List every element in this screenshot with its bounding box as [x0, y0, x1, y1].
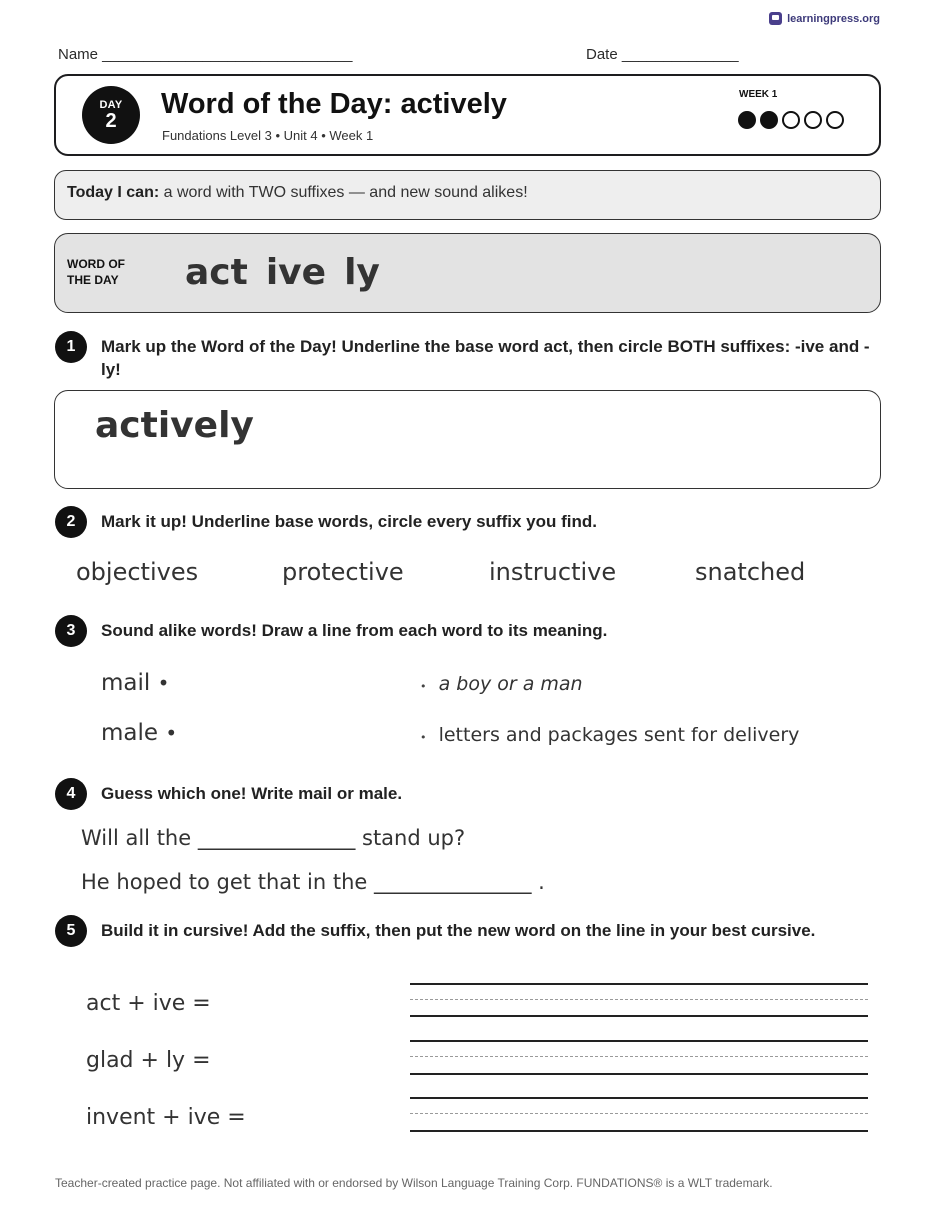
- question-5-number: 5: [55, 915, 87, 947]
- week-label: WEEK 1: [739, 89, 778, 100]
- writing-mid-line: [410, 1056, 868, 1057]
- brand-name: learningpress.org: [787, 12, 880, 25]
- match-meaning: a boy or a man: [438, 673, 583, 695]
- writing-top-line: [410, 1040, 868, 1042]
- name-field: Name ______________________________: [58, 46, 353, 63]
- fill-in-sentence[interactable]: He hoped to get that in the _______________ .: [81, 870, 545, 894]
- question-3-text: Sound alike words! Draw a line from each word to its meaning.: [101, 621, 608, 640]
- match-word: male: [101, 720, 159, 746]
- day-label: DAY: [99, 99, 123, 111]
- question-1-number: 1: [55, 331, 87, 363]
- suffix-word[interactable]: instructive: [489, 558, 617, 586]
- day-number: 2: [105, 110, 117, 132]
- question-2-number: 2: [55, 506, 87, 538]
- question-4-text: Guess which one! Write mail or male.: [101, 784, 403, 803]
- page-title: Word of the Day: actively: [161, 88, 507, 120]
- writing-base-line[interactable]: [410, 1015, 868, 1017]
- question-1-answer-box[interactable]: [54, 390, 881, 489]
- cursive-equation: invent + ive =: [86, 1105, 246, 1130]
- match-meaning-row: [420, 673, 583, 695]
- page-subtitle: Fundations Level 3 • Unit 4 • Week 1: [162, 128, 374, 143]
- writing-base-line[interactable]: [410, 1130, 868, 1132]
- question-5-text: Build it in cursive! Add the suffix, then put the new word on the line in your best cursive.: [101, 921, 816, 940]
- match-dot-right[interactable]: •: [420, 680, 427, 693]
- match-word-row: [101, 720, 177, 746]
- writing-mid-line: [410, 1113, 868, 1114]
- progress-dot: [760, 111, 778, 129]
- word-part-suffix-2: ly: [344, 252, 380, 293]
- word-part-base: act: [185, 252, 248, 293]
- match-word: mail: [101, 670, 151, 696]
- cursive-equation: act + ive =: [86, 991, 211, 1016]
- header-card: [54, 74, 881, 156]
- suffix-word[interactable]: snatched: [695, 558, 806, 586]
- cursive-equation: glad + ly =: [86, 1048, 211, 1073]
- week-progress: [738, 111, 844, 129]
- question-3-number: 3: [55, 615, 87, 647]
- match-meaning: letters and packages sent for delivery: [438, 724, 800, 746]
- brand-logo-icon: [769, 12, 782, 25]
- suffix-word[interactable]: objectives: [76, 558, 199, 586]
- word-of-day-label-line1: WORD OF: [67, 257, 125, 271]
- fill-in-sentence[interactable]: Will all the _______________ stand up?: [81, 826, 466, 850]
- question-2-text: Mark it up! Underline base words, circle every suffix you find.: [101, 512, 597, 531]
- match-meaning-row: [420, 724, 799, 746]
- word-parts: [185, 252, 398, 293]
- goal-text: a word with TWO suffixes — and new sound alikes!: [159, 184, 528, 201]
- match-dot-left[interactable]: •: [165, 721, 178, 745]
- word-of-day-box: [54, 233, 881, 313]
- question-1-word: actively: [95, 405, 254, 446]
- progress-dot: [826, 111, 844, 129]
- suffix-word[interactable]: protective: [282, 558, 404, 586]
- day-badge: [82, 86, 140, 144]
- match-dot-right[interactable]: •: [420, 731, 427, 744]
- writing-mid-line: [410, 999, 868, 1000]
- word-part-suffix-1: ive: [265, 252, 327, 293]
- footer-disclaimer: Teacher-created practice page. Not affiliated with or endorsed by Wilson Language Training Corp. FUNDATIONS® is a WLT trademark.: [55, 1176, 773, 1190]
- word-of-day-label-line2: THE DAY: [67, 273, 119, 287]
- goal-box: [54, 170, 881, 220]
- progress-dot: [782, 111, 800, 129]
- progress-dot: [738, 111, 756, 129]
- brand-link[interactable]: [769, 12, 880, 25]
- date-field: Date ______________: [586, 46, 739, 63]
- word-of-day-label: [67, 256, 125, 288]
- goal-lead: Today I can:: [67, 184, 160, 201]
- question-4-number: 4: [55, 778, 87, 810]
- match-dot-left[interactable]: •: [157, 671, 170, 695]
- question-1-text: Mark up the Word of the Day! Underline the base word act, then circle BOTH suffixes: -ive and -ly!: [101, 337, 870, 379]
- writing-base-line[interactable]: [410, 1073, 868, 1075]
- progress-dot: [804, 111, 822, 129]
- writing-top-line: [410, 983, 868, 985]
- writing-top-line: [410, 1097, 868, 1099]
- match-word-row: [101, 670, 169, 696]
